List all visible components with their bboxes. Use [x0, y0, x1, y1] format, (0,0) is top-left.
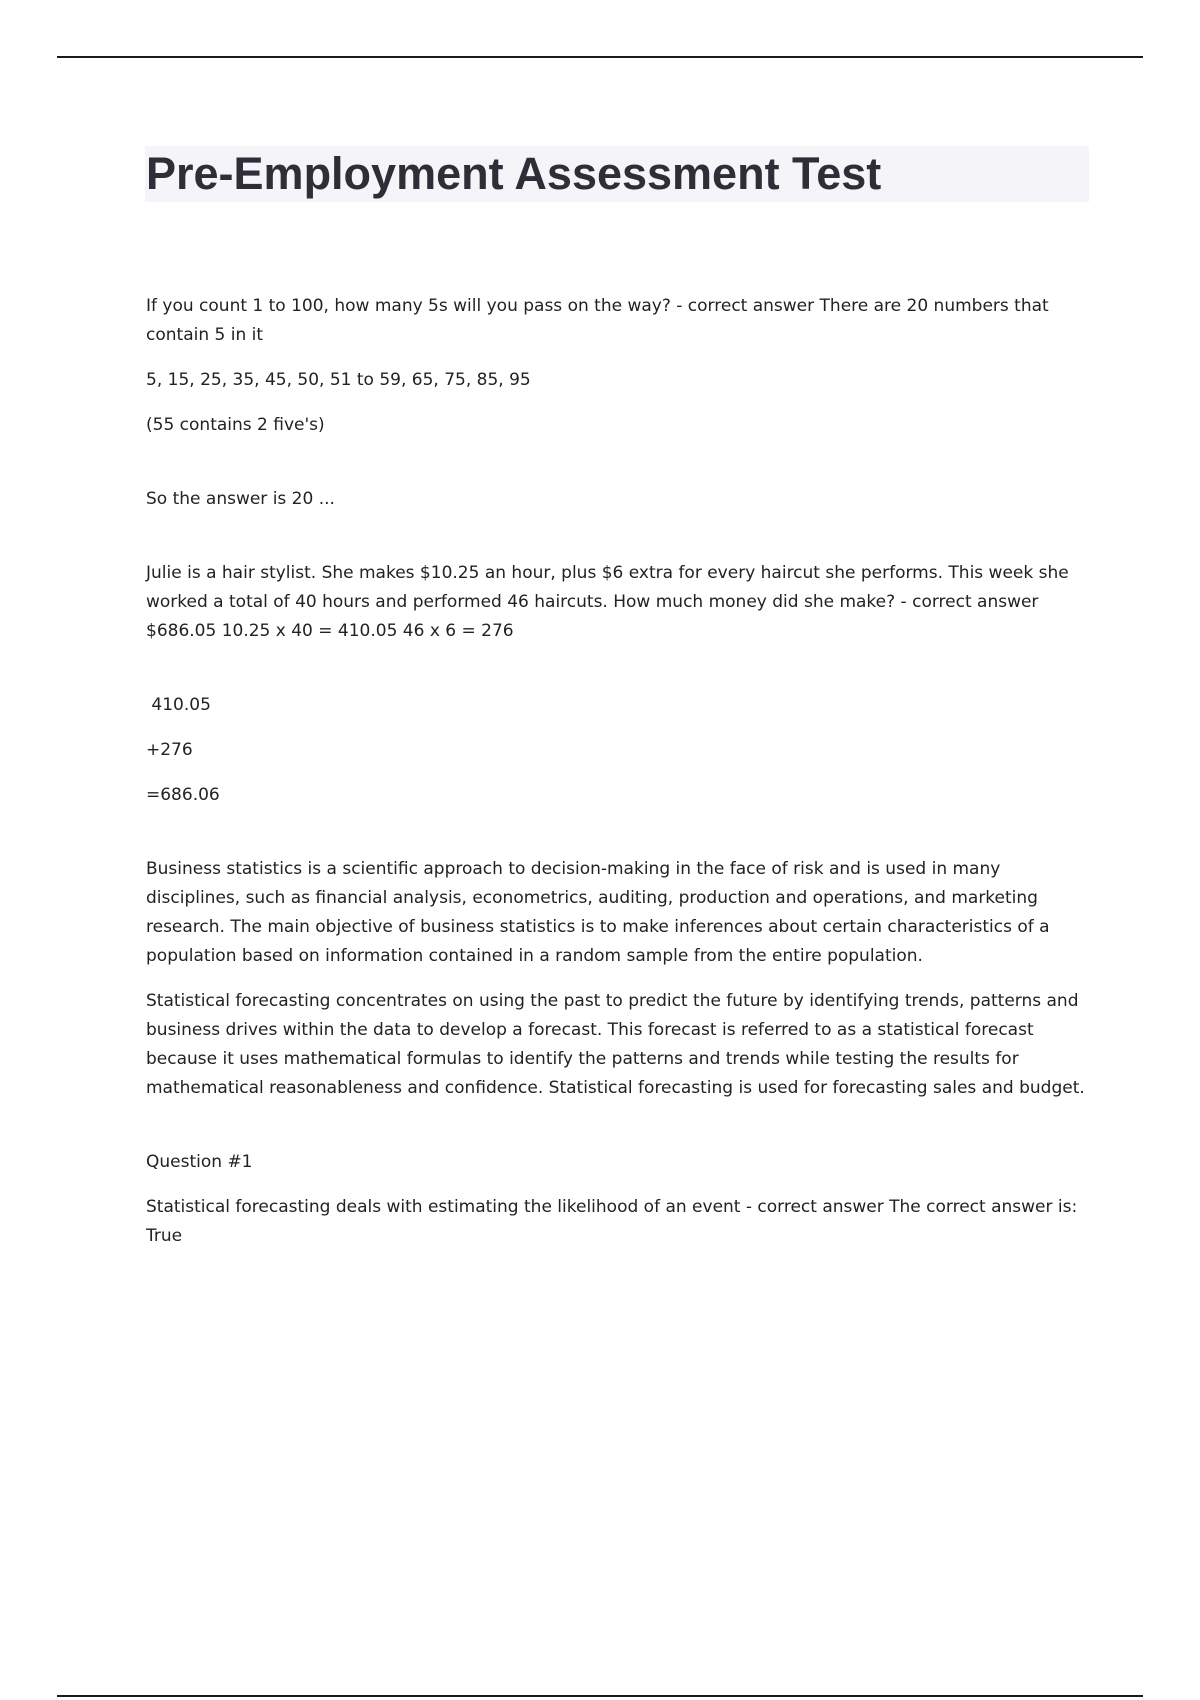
- bottom-rule: [57, 1695, 1143, 1697]
- question-number-heading: Question #1: [146, 1152, 253, 1172]
- calc-line-3: =686.06: [146, 785, 220, 805]
- statistical-forecasting-paragraph: Statistical forecasting concentrates on using the past to predict the future by identifying trends, patterns and business drives within the data to develop a forecast. This forecast is referred to as a statistical forecast because it uses mathematical formulas to identify the patterns and trends while testing the results for mathematical reasonableness and confidence. Statistical forecasting is used for forecasting sales and budget.: [146, 991, 1085, 1098]
- top-rule: [57, 56, 1143, 58]
- fives-answer: So the answer is 20 ...: [146, 489, 335, 509]
- business-statistics-paragraph: Business statistics is a scientific approach to decision-making in the face of risk and is used in many disciplines, such as financial analysis, econometrics, auditing, production and operations, and marketing research. The main objective of business statistics is to make inferences about certain characteristics of a population based on information contained in a random sample from the entire population.: [146, 859, 1050, 966]
- calc-line-1: 410.05: [146, 695, 211, 715]
- fives-list: 5, 15, 25, 35, 45, 50, 51 to 59, 65, 75, 85, 95: [146, 370, 531, 390]
- question-hair-stylist: Julie is a hair stylist. She makes $10.25 an hour, plus $6 extra for every haircut she performs. This week she worked a total of 40 hours and performed 46 haircuts. How much money did she make? - correct answer $686.05 10.25 x 40 = 410.05 46 x 6 = 276: [146, 563, 1069, 641]
- calc-line-2: +276: [146, 740, 193, 760]
- document-body: [146, 292, 1090, 1251]
- question-count-fives: If you count 1 to 100, how many 5s will you pass on the way? - correct answer There are 20 numbers that contain 5 in it: [146, 296, 1049, 345]
- page-title: Pre-Employment Assessment Test: [146, 148, 882, 199]
- fives-note: (55 contains 2 five's): [146, 415, 325, 435]
- question-1-statement: Statistical forecasting deals with estimating the likelihood of an event - correct answer The correct answer is: True: [146, 1197, 1078, 1246]
